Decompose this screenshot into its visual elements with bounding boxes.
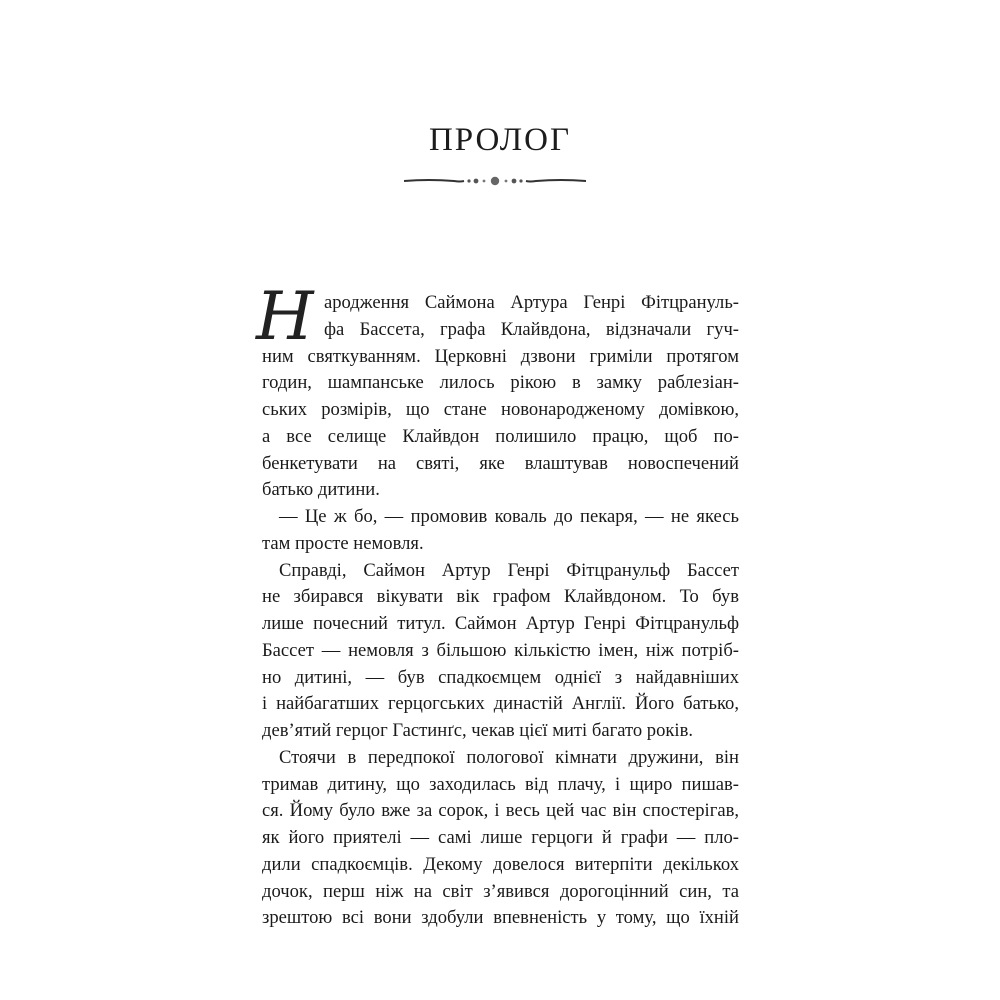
text-line: дочок, перш ніж на світ з’явився дорогоцінний син, та — [262, 880, 739, 902]
text-line: і найбагатших герцогських династій Англії. Його батько, — [262, 693, 739, 715]
ornament-dot — [519, 179, 522, 182]
ornament-dot — [467, 179, 470, 182]
text-line: а все селище Клайвдон полишило працю, щоб по- — [262, 425, 739, 447]
text-line: ся. Йому було вже за сорок, і весь цей час він спостерігав, — [262, 800, 739, 822]
ornament-right-flourish — [526, 180, 586, 182]
text-line: тримав дитину, що заходилась від плачу, і щиро пишав- — [262, 773, 739, 795]
text-line: там просте немовля. — [262, 532, 424, 554]
ornament-dot — [512, 179, 517, 184]
text-line: годин, шампанське лилось рікою в замку раблезіан- — [262, 372, 739, 394]
text-line: Бассет — немовля з більшою кількістю імен, ніж потріб- — [262, 639, 739, 661]
paragraph-2 — [262, 504, 739, 558]
body-text — [256, 278, 739, 932]
text-line: Стоячи в передпокої пологової кімнати дружини, він — [279, 746, 739, 768]
text-line: фа Бассета, графа Клайвдона, відзначали гуч- — [324, 318, 739, 340]
ornament-center-dot — [491, 177, 499, 185]
drop-cap: Н — [256, 278, 314, 355]
text-line: не збирався вікувати вік графом Клайвдоном. То був — [262, 586, 739, 608]
text-line: Справді, Саймон Артур Генрі Фітцранульф Бассет — [279, 559, 739, 581]
paragraph-4 — [262, 745, 739, 932]
paragraph-3 — [262, 558, 739, 745]
text-line: но дитині, — був спадкоємцем однієї з найдавніших — [262, 666, 739, 688]
text-line: батько дитини. — [262, 479, 380, 501]
text-line: лише почесний титул. Саймон Артур Генрі Фітцранульф — [262, 613, 739, 634]
text-line: дев’ятий герцог Гастинґс, чекав цієї миті багато років. — [262, 720, 694, 741]
paragraph-1 — [262, 290, 739, 504]
text-line: ських розмірів, що стане новонародженому домівкою, — [262, 399, 739, 420]
text-line: ним святкуванням. Церковні дзвони гриміли протягом — [262, 345, 739, 367]
text-line: бенкетувати на святі, яке влаштував новоспечений — [262, 452, 739, 474]
text-line: — Це ж бо, — промовив коваль до пекаря, — не якесь — [279, 506, 739, 527]
text-line: дили спадкоємців. Декому довелося витерпіти декількох — [262, 853, 739, 875]
ornament-dot — [505, 180, 508, 183]
text-line: зрештою всі вони здобули впевненість у тому, що їхній — [262, 907, 739, 929]
chapter-title: ПРОЛОГ — [428, 122, 572, 158]
ornament-dot — [483, 180, 486, 183]
text-line: як його приятелі — самі лише герцоги й графи — пло- — [262, 827, 739, 848]
ornament-dot — [474, 179, 479, 184]
ornament-left-flourish — [404, 180, 464, 182]
ornament-divider — [404, 174, 586, 188]
text-line: ародження Саймона Артура Генрі Фітцрануль- — [324, 292, 739, 313]
